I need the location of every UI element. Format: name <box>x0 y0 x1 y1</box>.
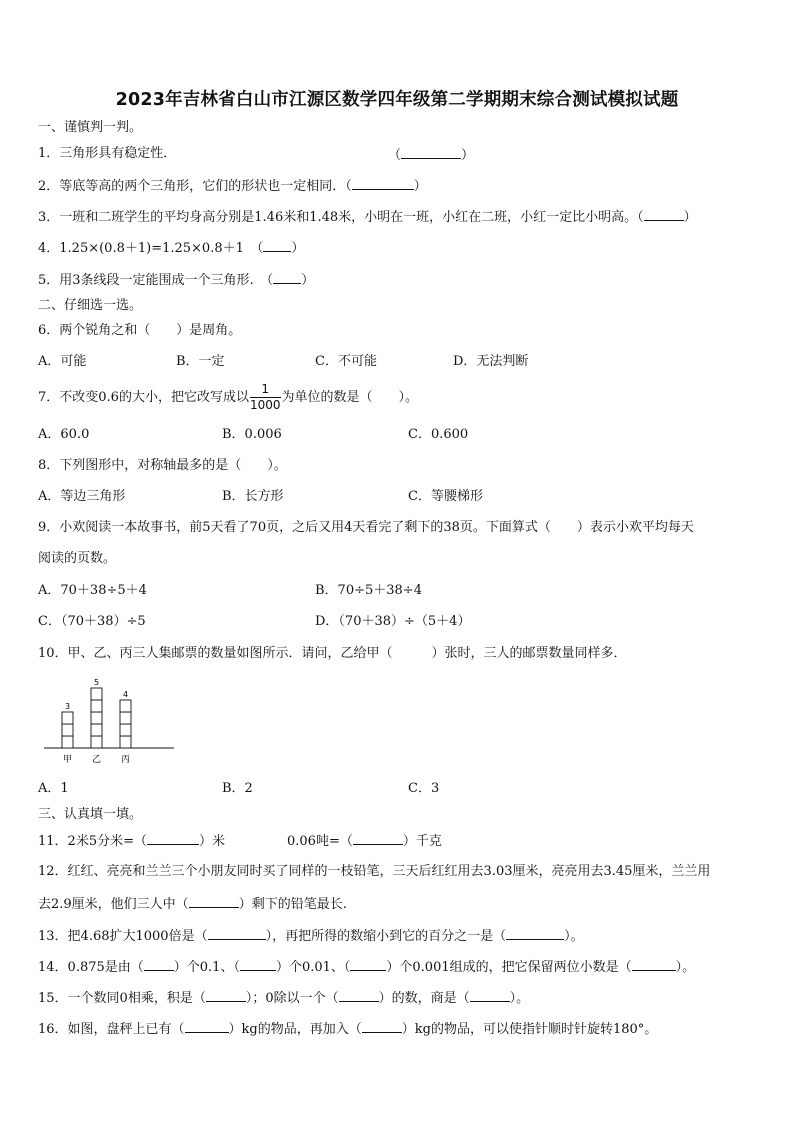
answer-blank[interactable] <box>401 146 461 159</box>
stamp-unit <box>120 724 131 736</box>
question-15: 15．一个数同0相乘，积是（ ）；0除以一个（ ）的数，商是（ ）。 <box>38 991 530 1006</box>
question-12-line-1: 12．红红、亮亮和兰兰三个小朋友同时买了同样的一枝铅笔，三天后红红用去3.03厘米，亮亮用去3.45厘米，兰兰用 <box>38 864 711 879</box>
question-16: 16．如图，盘秤上已有（ ）kg的物品，再加入（ ）kg的物品，可以使指针顺时针旋转180°。 <box>38 1022 658 1037</box>
q8-option-b[interactable]: B．长方形 <box>222 489 284 504</box>
q6-option-a[interactable]: A．可能 <box>38 354 87 369</box>
q9-option-b[interactable]: B．70÷5＋38÷4 <box>315 583 422 598</box>
stamp-unit <box>120 736 131 748</box>
stamp-unit <box>91 688 102 700</box>
question-11-part-2: 0.06吨=（ ）千克 <box>287 834 442 849</box>
answer-blank[interactable] <box>208 927 266 940</box>
fraction: $\frac{1}{1000}$ <box>249 382 281 412</box>
q10-option-c[interactable]: C．3 <box>408 781 440 796</box>
answer-blank[interactable] <box>147 832 199 845</box>
stamp-unit <box>62 724 73 736</box>
answer-blank[interactable] <box>185 1020 229 1033</box>
value-label-丙: 4 <box>122 690 129 699</box>
question-8: 8．下列图形中，对称轴最多的是（ ）。 <box>38 458 287 473</box>
q7-option-b[interactable]: B．0.006 <box>222 427 282 442</box>
answer-blank[interactable] <box>362 1020 402 1033</box>
value-label-甲: 3 <box>64 702 71 711</box>
answer-blank[interactable] <box>644 208 684 221</box>
answer-blank[interactable] <box>350 958 386 971</box>
question-3: 3．一班和二班学生的平均身高分别是1.46米和1.48米，小明在一班，小红在二班，小红一定比小明高。（ ） <box>38 210 697 225</box>
section-heading-1: 一、谨慎判一判。 <box>38 120 143 135</box>
answer-blank[interactable] <box>353 832 403 845</box>
answer-blank[interactable] <box>632 958 676 971</box>
answer-blank[interactable] <box>206 989 246 1002</box>
stamp-unit <box>91 736 102 748</box>
stamp-unit <box>62 712 73 724</box>
stamp-unit <box>62 736 73 748</box>
q6-option-c[interactable]: C．不可能 <box>315 354 377 369</box>
stamp-unit <box>91 700 102 712</box>
answer-blank[interactable] <box>273 271 301 284</box>
bar-乙 <box>91 688 102 748</box>
q6-option-b[interactable]: B．一定 <box>176 354 225 369</box>
q9-option-d[interactable]: D．（70＋38）÷（5＋4） <box>315 614 471 629</box>
q6-option-d[interactable]: D．无法判断 <box>453 354 529 369</box>
q9-option-c[interactable]: C．（70＋38）÷5 <box>38 614 146 629</box>
category-label-丙: 丙 <box>120 755 131 765</box>
stamp-unit <box>91 712 102 724</box>
answer-blank[interactable] <box>263 239 291 252</box>
question-10: 10．甲、乙、丙三人集邮票的数量如图所示．请问，乙给甲（ ）张时，三人的邮票数量同样多． <box>38 646 627 661</box>
question-12-line-2: 去2.9厘米，他们三人中（ ）剩下的铅笔最长. <box>38 897 347 912</box>
stamp-unit <box>120 712 131 724</box>
value-label-乙: 5 <box>93 678 100 687</box>
answer-blank[interactable] <box>470 989 510 1002</box>
question-14: 14．0.875是由（ ）个0.1、（ ）个0.01、（ ）个0.001组成的，把它保留两位小数是（ ）。 <box>38 960 696 975</box>
section-heading-3: 三、认真填一填。 <box>38 807 143 822</box>
question-9-line-2: 阅读的页数。 <box>38 551 117 566</box>
answer-blank[interactable] <box>506 927 564 940</box>
stamp-bar-chart <box>40 672 180 772</box>
question-11: 11．2米5分米=（ ）米 <box>38 834 225 849</box>
question-1-answer: （ ） <box>388 148 475 163</box>
q10-option-a[interactable]: A．1 <box>38 781 69 796</box>
answer-blank[interactable] <box>339 989 379 1002</box>
answer-blank[interactable] <box>240 958 276 971</box>
q8-option-a[interactable]: A．等边三角形 <box>38 489 126 504</box>
bar-甲 <box>62 712 73 748</box>
question-7: 7．不改变0.6的大小，把它改写成以 $\frac{1}{1000}$ 为单位的数是（ ）。 <box>38 382 419 412</box>
question-5: 5．用3条线段一定能围成一个三角形. （ ） <box>38 273 315 288</box>
question-1 <box>38 146 176 162</box>
question-2: 2．等底等高的两个三角形，它们的形状也一定相同．（ ） <box>38 179 427 194</box>
question-13: 13．把4.68扩大1000倍是（ ），再把所得的数缩小到它的百分之一是（ ）。 <box>38 929 584 944</box>
q8-option-c[interactable]: C．等腰梯形 <box>408 489 483 504</box>
page-title: 2023年吉林省白山市江源区数学四年级第二学期期末综合测试模拟试题 <box>115 90 679 110</box>
q9-option-a[interactable]: A．70＋38÷5＋4 <box>38 583 147 598</box>
stamp-unit <box>91 724 102 736</box>
question-6: 6．两个锐角之和（ ）是周角。 <box>38 323 242 338</box>
section-heading-2: 二、仔细选一选。 <box>38 298 143 313</box>
stamp-unit <box>120 700 131 712</box>
question-9-line-1: 9．小欢阅读一本故事书，前5天看了70页，之后又用4天看完了剩下的38页。下面算式（ ）表示小欢平均每天 <box>38 520 694 535</box>
q7-option-a[interactable]: A．60.0 <box>38 427 90 442</box>
q7-option-c[interactable]: C．0.600 <box>408 427 469 442</box>
answer-blank[interactable] <box>144 958 174 971</box>
question-1-text: 1．三角形具有稳定性． <box>38 146 177 161</box>
category-label-甲: 甲 <box>62 755 73 765</box>
question-4: 4．1.25×(0.8＋1)=1.25×0.8＋1 （ ） <box>38 241 305 256</box>
category-label-乙: 乙 <box>91 755 102 765</box>
bar-丙 <box>120 700 131 748</box>
answer-blank[interactable] <box>352 177 414 190</box>
answer-blank[interactable] <box>189 895 239 908</box>
q10-option-b[interactable]: B．2 <box>222 781 253 796</box>
